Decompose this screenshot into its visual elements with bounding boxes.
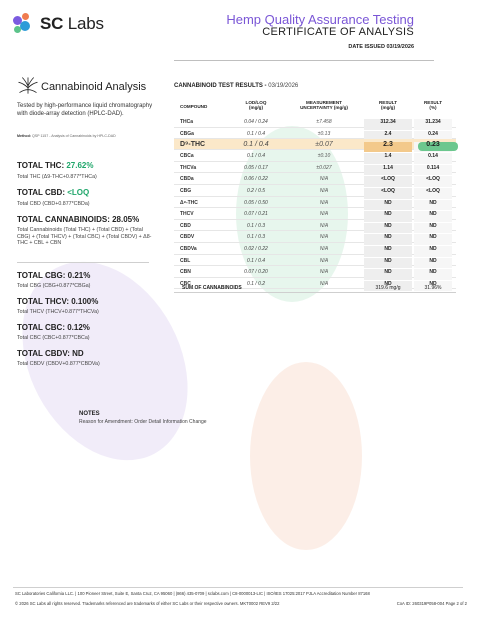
- total-cbc: TOTAL CBC: 0.12%: [17, 323, 90, 332]
- table-row: [174, 185, 456, 197]
- uncertainty-value: N/A: [319, 257, 329, 264]
- result-pct-value: <LOQ: [426, 187, 440, 194]
- result-pct-value: ND: [429, 257, 437, 264]
- total-cbg-formula: Total CBG (CBG+0.877*CBGa): [17, 283, 91, 289]
- result-mg-value: 1.14: [383, 164, 393, 171]
- result-pct-value: ND: [429, 234, 437, 241]
- result-mg-value: 2.4: [384, 130, 392, 137]
- total-cbg: TOTAL CBG: 0.21%: [17, 271, 91, 280]
- section-title: Cannabinoid Analysis: [41, 81, 147, 93]
- date-issued: DATE ISSUED 03/19/2026: [348, 44, 414, 50]
- sum-mg: 319.6 mg/g: [375, 285, 401, 291]
- result-pct-value: 31.234: [425, 119, 441, 125]
- uncertainty-value: N/A: [319, 280, 329, 287]
- uncertainty-value: N/A: [319, 222, 329, 229]
- total-cbdv: TOTAL CBDV: ND: [17, 349, 84, 358]
- header-uncertainty: MEASUREMENT UNCERTAINTY (mg/g): [300, 100, 348, 111]
- compound-name: CBCa: [180, 153, 194, 160]
- result-pct-value: 0.23: [426, 140, 440, 148]
- uncertainty-value: ±0.10: [317, 153, 331, 160]
- footer-coa-id: CoA ID: 260319P058-004 Page 2 of 2: [396, 601, 467, 606]
- result-pct-value: ND: [429, 245, 437, 252]
- compound-name: CBG: [180, 187, 192, 194]
- result-mg-value: <LOQ: [381, 187, 395, 194]
- report-title: Hemp Quality Assurance Testing: [226, 12, 414, 27]
- compound-name: Δ⁸-THC: [180, 199, 198, 206]
- result-mg-value: 2.3: [383, 140, 393, 148]
- total-cannabinoids: TOTAL CANNABINOIDS: 28.05%: [17, 215, 140, 224]
- total-thcv-formula: Total THCV (THCV+0.877*THCVa): [17, 309, 99, 315]
- table-row: [174, 139, 456, 150]
- notes-text: Reason for Amendment: Order Detail Information Change: [79, 419, 207, 425]
- method-reference: Method: QSP 1157 - Analysis of Cannabinoids by HPLC-DAD: [17, 134, 116, 138]
- compound-name: CBGa: [180, 130, 194, 137]
- table-row: [174, 208, 456, 220]
- table-row: [174, 243, 456, 255]
- total-thc-formula: Total THC (Δ9-THC+0.877*THCa): [17, 174, 97, 180]
- background-shape-orange: [250, 362, 362, 550]
- compound-name: CBN: [180, 269, 191, 276]
- header-lod-loq: LOD/LOQ (mg/g): [245, 100, 267, 111]
- compound-name: CBL: [180, 257, 191, 264]
- result-mg-value: 312.34: [380, 119, 396, 125]
- compound-name: CBDVa: [180, 245, 197, 252]
- result-mg-value: 1.4: [384, 153, 392, 160]
- result-pct-value: ND: [429, 222, 437, 229]
- result-pct-value: ND: [429, 269, 437, 276]
- result-mg-value: <LOQ: [381, 176, 395, 183]
- table-row: [174, 220, 456, 232]
- uncertainty-value: N/A: [319, 211, 329, 218]
- result-pct-value: <LOQ: [426, 176, 440, 183]
- table-row: [174, 150, 456, 162]
- sum-label: SUM OF CANNABINOIDS: [182, 285, 242, 291]
- lod-loq-value: 0.05 / 0.50: [244, 199, 268, 206]
- uncertainty-value: ±0.027: [316, 164, 332, 171]
- result-mg-value: ND: [384, 280, 392, 287]
- sum-pct: 31.96%: [424, 285, 442, 291]
- sum-row: [174, 282, 456, 293]
- notes-heading: NOTES: [79, 411, 100, 417]
- table-row: [174, 197, 456, 209]
- compound-name: CBD: [180, 222, 191, 229]
- table-row: [174, 266, 456, 278]
- uncertainty-value: N/A: [319, 187, 329, 194]
- result-pct-value: 0.114: [426, 164, 440, 171]
- total-cannabinoids-formula: Total Cannabinoids (Total THC) + (Total CBD) + (Total CBG) + (Total THCV) + (Total CBC) + (Total CBDV) + Δ8-THC + CBL + CBN: [17, 227, 152, 247]
- report-subtitle: CERTIFICATE OF ANALYSIS: [262, 26, 414, 38]
- table-row: [174, 173, 456, 185]
- compound-name: THCV: [180, 211, 194, 218]
- lod-loq-value: 0.1 / 0.4: [246, 257, 266, 264]
- left-divider: [17, 262, 149, 263]
- table-row: [174, 116, 456, 128]
- header-result-mg: RESULT (mg/g): [378, 100, 398, 111]
- total-thc: TOTAL THC: 27.62%: [17, 161, 94, 170]
- header-result-pct: RESULT (%): [423, 100, 443, 111]
- result-mg-value: ND: [384, 211, 392, 218]
- uncertainty-value: ±0.07: [315, 140, 333, 148]
- compound-name: D⁹-THC: [180, 140, 206, 148]
- footer-divider: [13, 587, 463, 588]
- sc-labs-logo: [13, 13, 104, 35]
- method-description: Tested by high-performance liquid chromatography with diode-array detection (HPLC-DAD).: [17, 103, 153, 117]
- table-title: CANNABINOID TEST RESULTS - 03/19/2026: [174, 83, 299, 89]
- compound-name: CBDa: [180, 176, 194, 183]
- uncertainty-value: N/A: [319, 245, 329, 252]
- result-mg-value: ND: [384, 245, 392, 252]
- lod-loq-value: 0.1 / 0.2: [246, 280, 266, 287]
- result-mg-value: ND: [384, 222, 392, 229]
- total-cbc-formula: Total CBC (CBC+0.877*CBCa): [17, 335, 90, 341]
- table-row: [174, 128, 456, 140]
- table-row: [174, 162, 456, 174]
- header-divider: [174, 60, 434, 61]
- compound-name: CBC: [180, 280, 191, 287]
- uncertainty-value: ±0.13: [317, 130, 331, 137]
- lod-loq-value: 0.1 / 0.4: [243, 140, 269, 148]
- compound-name: THCa: [180, 119, 194, 125]
- uncertainty-value: N/A: [319, 176, 329, 183]
- cannabis-leaf-icon: [17, 75, 39, 97]
- lod-loq-value: 0.07 / 0.21: [244, 211, 268, 218]
- sc-labs-logo-icon: [13, 13, 35, 35]
- table-row: [174, 255, 456, 267]
- lod-loq-value: 0.05 / 0.17: [244, 164, 268, 171]
- result-pct-value: ND: [429, 211, 437, 218]
- lod-loq-value: 0.02 / 0.22: [244, 245, 268, 252]
- lod-loq-value: 0.06 / 0.22: [244, 176, 268, 183]
- total-thcv: TOTAL THCV: 0.100%: [17, 297, 99, 306]
- lod-loq-value: 0.1 / 0.3: [246, 222, 266, 229]
- result-mg-value: ND: [384, 199, 392, 206]
- uncertainty-value: N/A: [319, 269, 329, 276]
- compound-name: CBDV: [180, 234, 195, 241]
- result-pct-value: 0.14: [428, 153, 438, 160]
- uncertainty-value: N/A: [319, 199, 329, 206]
- uncertainty-value: N/A: [319, 234, 329, 241]
- total-cbdv-formula: Total CBDV (CBDV+0.877*CBDVa): [17, 361, 100, 367]
- result-mg-value: ND: [384, 257, 392, 264]
- lod-loq-value: 0.07 / 0.20: [244, 269, 268, 276]
- result-pct-value: ND: [429, 199, 437, 206]
- footer-lab-info: SC Laboratories California LLC. | 100 Pioneer Street, Suite E, Santa Cruz, CA 95060 | (866) 435-0709 | sclabs.com | C8-0000013-LIC | ISO/IES 17025:2017 PJLA Accreditation Number 87168: [15, 591, 370, 596]
- table-row: [174, 231, 456, 243]
- header-compound: COMPOUND: [180, 104, 208, 109]
- uncertainty-value: ±7.458: [316, 119, 332, 125]
- lod-loq-value: 0.1 / 0.4: [246, 153, 266, 160]
- brand-name: SC Labs: [40, 14, 104, 33]
- total-cbd-formula: Total CBD (CBD+0.877*CBDa): [17, 201, 90, 207]
- total-cbd: TOTAL CBD: <LOQ: [17, 188, 90, 197]
- result-pct-value: 0.24: [428, 130, 438, 137]
- lod-loq-value: 0.1 / 0.3: [246, 234, 266, 241]
- footer-copyright: © 2026 SC Labs all rights reserved. Trademarks referenced are trademarks of either SC Labs or their respective owners. MKT0002 REV9 2/22: [15, 601, 280, 606]
- compound-name: THCVa: [180, 164, 197, 171]
- result-mg-value: ND: [384, 269, 392, 276]
- lod-loq-value: 0.1 / 0.4: [246, 130, 266, 137]
- lod-loq-value: 0.2 / 0.5: [246, 187, 266, 194]
- results-table: [174, 116, 456, 289]
- result-pct-value: ND: [429, 280, 437, 287]
- result-mg-value: ND: [384, 234, 392, 241]
- lod-loq-value: 0.04 / 0.24: [244, 119, 268, 125]
